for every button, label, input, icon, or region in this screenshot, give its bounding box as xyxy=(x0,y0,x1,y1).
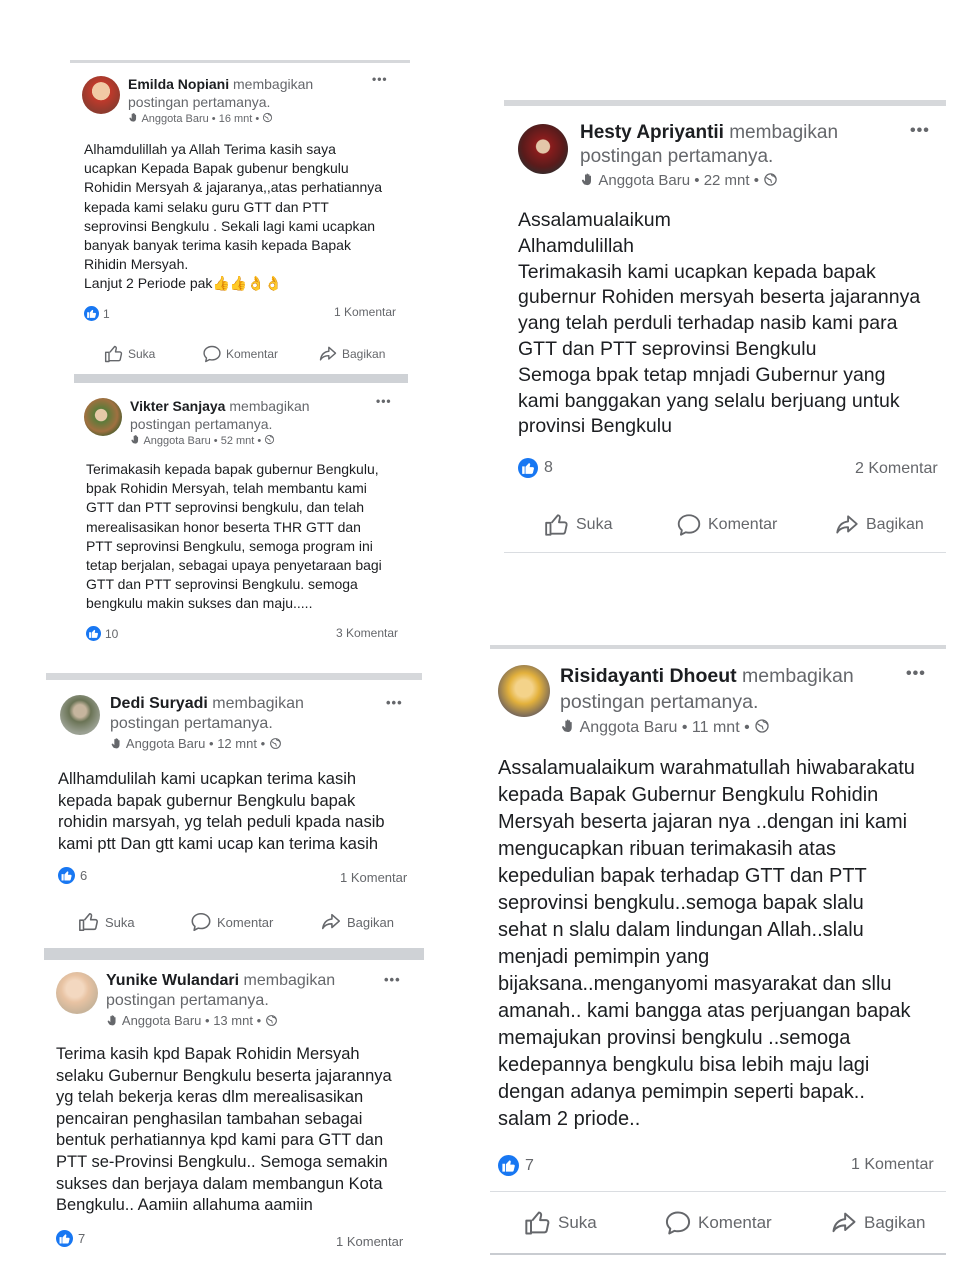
avatar[interactable] xyxy=(56,972,98,1014)
post-text: Assalamualaikum warahmatullah hiwabarakatu kepada Bapak Gubernur Bengkulu Rohidin Mersyah beserta jajaran nya ..dengan ini kami mengucapkan ribuan terimakasih atas kepedulian bapak terhadap GTT dan PTT seprovinsi bengkulu..semoga bapak slalu sehat n slalu dalam lindungan Allah..slalu menjadi pemimpin yang bijaksana..menganyomi masyarakat dan sllu amanah.. kami bangga atas perjuangan bapak memajukan provinsi bengkulu ..semoga kedepannya bengkulu bisa lebih maju lagi dengan adanya pemimpin seperti bapak.. salam 2 priode.. xyxy=(498,757,915,1130)
comment-button[interactable] xyxy=(202,344,278,364)
share-icon xyxy=(320,911,342,933)
author-name[interactable]: Yunike Wulandari xyxy=(106,972,240,989)
comment-label: Komentar xyxy=(708,516,778,533)
globe-icon xyxy=(265,1014,278,1027)
comment-count[interactable]: 1 Komentar xyxy=(334,305,397,319)
comment-count[interactable]: 1 Komentar xyxy=(851,1156,934,1173)
share-label: Bagikan xyxy=(864,1213,926,1232)
post-meta xyxy=(110,736,282,751)
like-reaction-icon xyxy=(84,306,99,321)
like-icon xyxy=(104,344,124,364)
post-meta xyxy=(128,112,273,125)
member-badge: Anggota Baru xyxy=(579,719,678,736)
comment-count[interactable]: 1 Komentar xyxy=(336,1234,404,1249)
card-top-border xyxy=(44,948,424,960)
activity-text-line2: postingan pertamanya. xyxy=(110,715,273,732)
share-label: Bagikan xyxy=(342,347,386,361)
comment-label: Komentar xyxy=(217,914,274,930)
card-top-border xyxy=(70,60,410,63)
activity-text-line2: postingan pertamanya. xyxy=(106,992,269,1009)
activity-text-line2: postingan pertamanya. xyxy=(560,691,759,713)
like-label: Suka xyxy=(558,1213,597,1232)
avatar[interactable] xyxy=(518,124,568,174)
author-name[interactable]: Dedi Suryadi xyxy=(110,695,208,712)
card-bottom-divider xyxy=(504,552,946,553)
activity-text-line2: postingan pertamanya. xyxy=(128,94,271,110)
comment-icon xyxy=(664,1209,692,1237)
like-button[interactable] xyxy=(78,911,135,933)
activity-text: membagikan xyxy=(212,695,304,712)
meta-separator: • xyxy=(749,172,764,189)
new-member-icon xyxy=(130,434,141,445)
member-badge: Anggota Baru xyxy=(121,1013,202,1028)
author-line xyxy=(106,972,335,990)
globe-icon xyxy=(264,434,275,445)
activity-text: membagikan xyxy=(233,76,314,92)
avatar[interactable] xyxy=(60,695,100,735)
new-member-icon xyxy=(106,1014,119,1027)
post-card xyxy=(490,645,946,1257)
author-name[interactable]: Hesty Apriyantii xyxy=(580,122,724,143)
comment-button[interactable] xyxy=(664,1209,772,1237)
post-time[interactable]: 52 mnt xyxy=(220,435,255,447)
meta-separator: • xyxy=(208,113,219,125)
more-options-icon[interactable]: ••• xyxy=(386,695,403,710)
card-bottom-divider xyxy=(490,1253,946,1255)
post-card xyxy=(70,60,410,325)
comment-icon xyxy=(190,911,212,933)
activity-text: membagikan xyxy=(229,398,310,414)
like-button[interactable] xyxy=(104,344,155,364)
avatar[interactable] xyxy=(84,398,122,436)
author-line xyxy=(560,665,854,688)
like-count: 7 xyxy=(78,1231,86,1246)
member-badge: Anggota Baru xyxy=(125,736,206,751)
post-card xyxy=(46,673,422,949)
globe-icon xyxy=(262,112,273,123)
like-label: Suka xyxy=(128,347,156,361)
share-button[interactable] xyxy=(830,1209,925,1237)
meta-separator: • xyxy=(252,113,263,125)
member-badge: Anggota Baru xyxy=(141,113,209,125)
member-badge: Anggota Baru xyxy=(598,172,691,189)
like-icon xyxy=(524,1209,552,1237)
reactions[interactable] xyxy=(58,867,87,884)
meta-separator: • xyxy=(205,736,218,751)
author-name[interactable]: Emilda Nopiani xyxy=(128,76,230,92)
post-time[interactable]: 12 mnt xyxy=(217,736,257,751)
like-icon xyxy=(544,512,570,538)
card-top-border xyxy=(504,100,946,106)
activity-text: membagikan xyxy=(729,122,839,143)
author-line xyxy=(128,76,313,92)
card-top-border xyxy=(74,374,408,383)
comment-label: Komentar xyxy=(226,347,279,361)
like-reaction-icon xyxy=(56,1230,73,1247)
card-top-border xyxy=(490,645,946,649)
more-options-icon[interactable]: ••• xyxy=(384,972,401,987)
like-count: 10 xyxy=(105,626,119,641)
meta-separator: • xyxy=(256,736,269,751)
comment-icon xyxy=(676,512,702,538)
meta-separator: • xyxy=(739,719,755,736)
new-member-icon xyxy=(110,737,123,750)
author-line xyxy=(130,398,310,414)
globe-icon xyxy=(763,172,778,187)
globe-icon xyxy=(269,737,282,750)
like-label: Suka xyxy=(576,516,613,533)
author-line xyxy=(110,695,304,713)
like-count: 7 xyxy=(525,1156,534,1174)
post-time[interactable]: 13 mnt xyxy=(213,1013,253,1028)
post-meta xyxy=(560,718,770,737)
actions-divider xyxy=(490,1191,946,1192)
post-card xyxy=(74,374,408,641)
avatar[interactable] xyxy=(498,665,550,717)
comment-count[interactable]: 2 Komentar xyxy=(855,460,938,477)
post-text: Assalamualaikum Alhamdulillah Terimakasih kami ucapkan kepada bapak gubernur Rohiden mersyah beserta jajarannya yang telah perduli terhadap nasib kami para GTT dan PTT seprovinsi Bengkulu Semoga bpak tetap mnjadi Gubernur yang kami banggakan yang selalu berjuang untuk provinsi Bengkulu xyxy=(518,209,921,438)
like-label: Suka xyxy=(105,914,135,930)
author-name[interactable]: Vikter Sanjaya xyxy=(130,398,226,414)
new-member-icon xyxy=(128,112,139,123)
reactions[interactable] xyxy=(86,626,118,641)
share-icon xyxy=(318,344,338,364)
post-text xyxy=(84,140,406,294)
avatar[interactable] xyxy=(82,76,120,114)
share-label: Bagikan xyxy=(866,516,924,533)
more-options-icon[interactable]: ••• xyxy=(372,72,388,86)
like-count: 6 xyxy=(80,868,88,883)
activity-text-line2: postingan pertamanya. xyxy=(130,416,273,432)
post-card xyxy=(44,948,424,1258)
post-time[interactable]: 22 mnt xyxy=(703,172,750,189)
meta-separator: • xyxy=(254,435,265,447)
share-icon xyxy=(830,1209,858,1237)
reactions[interactable] xyxy=(498,1155,534,1176)
comment-label: Komentar xyxy=(698,1213,772,1232)
thumbs-ok-emoji: 👍👍👌👌 xyxy=(212,275,283,292)
meta-separator: • xyxy=(201,1013,214,1028)
like-count: 1 xyxy=(103,306,110,321)
reactions[interactable] xyxy=(518,458,553,478)
more-options-icon[interactable]: ••• xyxy=(376,394,392,408)
share-button[interactable] xyxy=(320,911,394,933)
post-card xyxy=(504,100,946,555)
post-meta xyxy=(106,1013,278,1028)
post-time[interactable]: 11 mnt xyxy=(691,719,740,736)
meta-separator: • xyxy=(677,719,692,736)
like-reaction-icon xyxy=(58,867,75,884)
post-text: Terimakasih kepada bapak gubernur Bengkulu, bpak Rohidin Mersyah, telah membantu kami GTT dan PTT seprovinsi bengkulu, dan telah merealisasikan honor beserta THR GTT dan PTT seprovinsi Bengkulu, semoga program ini tetap berjalan, sebagai upaya penyetaraan bagi GTT dan PTT seprovinsi Bengkulu. semoga bengkulu makin sukses dan maju..... xyxy=(86,461,382,612)
meta-separator: • xyxy=(210,435,221,447)
comment-count[interactable]: 3 Komentar xyxy=(336,626,399,640)
like-button[interactable] xyxy=(544,512,612,538)
activity-text: membagikan xyxy=(742,665,854,687)
more-options-icon[interactable]: ••• xyxy=(910,122,930,139)
meta-separator: • xyxy=(690,172,704,189)
meta-separator: • xyxy=(252,1013,265,1028)
card-top-border xyxy=(46,673,422,680)
post-text: Terima kasih kpd Bapak Rohidin Mersyah selaku Gubernur Bengkulu beserta jajarannya yg telah bekerja keras dlm merealisasikan pencairan penghasilan tambahan sebagai bentuk perhatiannya kpd kami para GTT dan PTT se-Provinsi Bengkulu.. Semoga semakin sukses dan berjaya dalam membangun Kota Bengkulu.. Aamiin allahuma aamiin xyxy=(56,1045,392,1215)
post-text-content: Alhamdulillah ya Allah Terima kasih saya ucapkan Kepada Bapak gubenur bengkulu Rohidin Mersyah & jajaranya,,atas perhatiannya kepada kami selaku guru GTT dan PTT seprovinsi Bengkulu . Sekali lagi kami ucapkan banyak banyak terima kasih kepada Bapak Rihidin Mersyah. Lanjut 2 Periode pak xyxy=(84,141,383,292)
globe-icon xyxy=(754,718,770,734)
reactions[interactable] xyxy=(56,1230,85,1247)
comment-count[interactable]: 1 Komentar xyxy=(340,870,408,885)
like-icon xyxy=(78,911,100,933)
like-reaction-icon xyxy=(518,458,538,478)
post-text: Allhamdulilah kami ucapkan terima kasih kepada bapak gubernur Bengkulu bapak rohidin marsyah, yg telah peduli kpada nasib kami ptt Dan gtt kami ucap kan terima kasih xyxy=(58,770,385,853)
post-meta xyxy=(130,434,275,447)
new-member-icon xyxy=(560,718,576,734)
like-button[interactable] xyxy=(524,1209,597,1237)
comment-button[interactable] xyxy=(190,911,273,933)
post-meta xyxy=(580,172,778,189)
comment-icon xyxy=(202,344,222,364)
like-reaction-icon xyxy=(498,1155,519,1176)
new-member-icon xyxy=(580,172,595,187)
activity-text: membagikan xyxy=(243,972,336,989)
like-count: 8 xyxy=(544,459,553,476)
like-reaction-icon xyxy=(86,626,101,641)
share-label: Bagikan xyxy=(347,914,394,930)
share-button[interactable] xyxy=(318,344,385,364)
author-name[interactable]: Risidayanti Dhoeut xyxy=(560,665,737,687)
share-button[interactable] xyxy=(834,512,924,538)
more-options-icon[interactable]: ••• xyxy=(906,665,926,682)
comment-button[interactable] xyxy=(676,512,777,538)
member-badge: Anggota Baru xyxy=(143,435,211,447)
author-line xyxy=(580,122,838,144)
share-icon xyxy=(834,512,860,538)
reactions[interactable] xyxy=(84,306,110,321)
activity-text-line2: postingan pertamanya. xyxy=(580,146,774,167)
post-time[interactable]: 16 mnt xyxy=(218,113,253,125)
